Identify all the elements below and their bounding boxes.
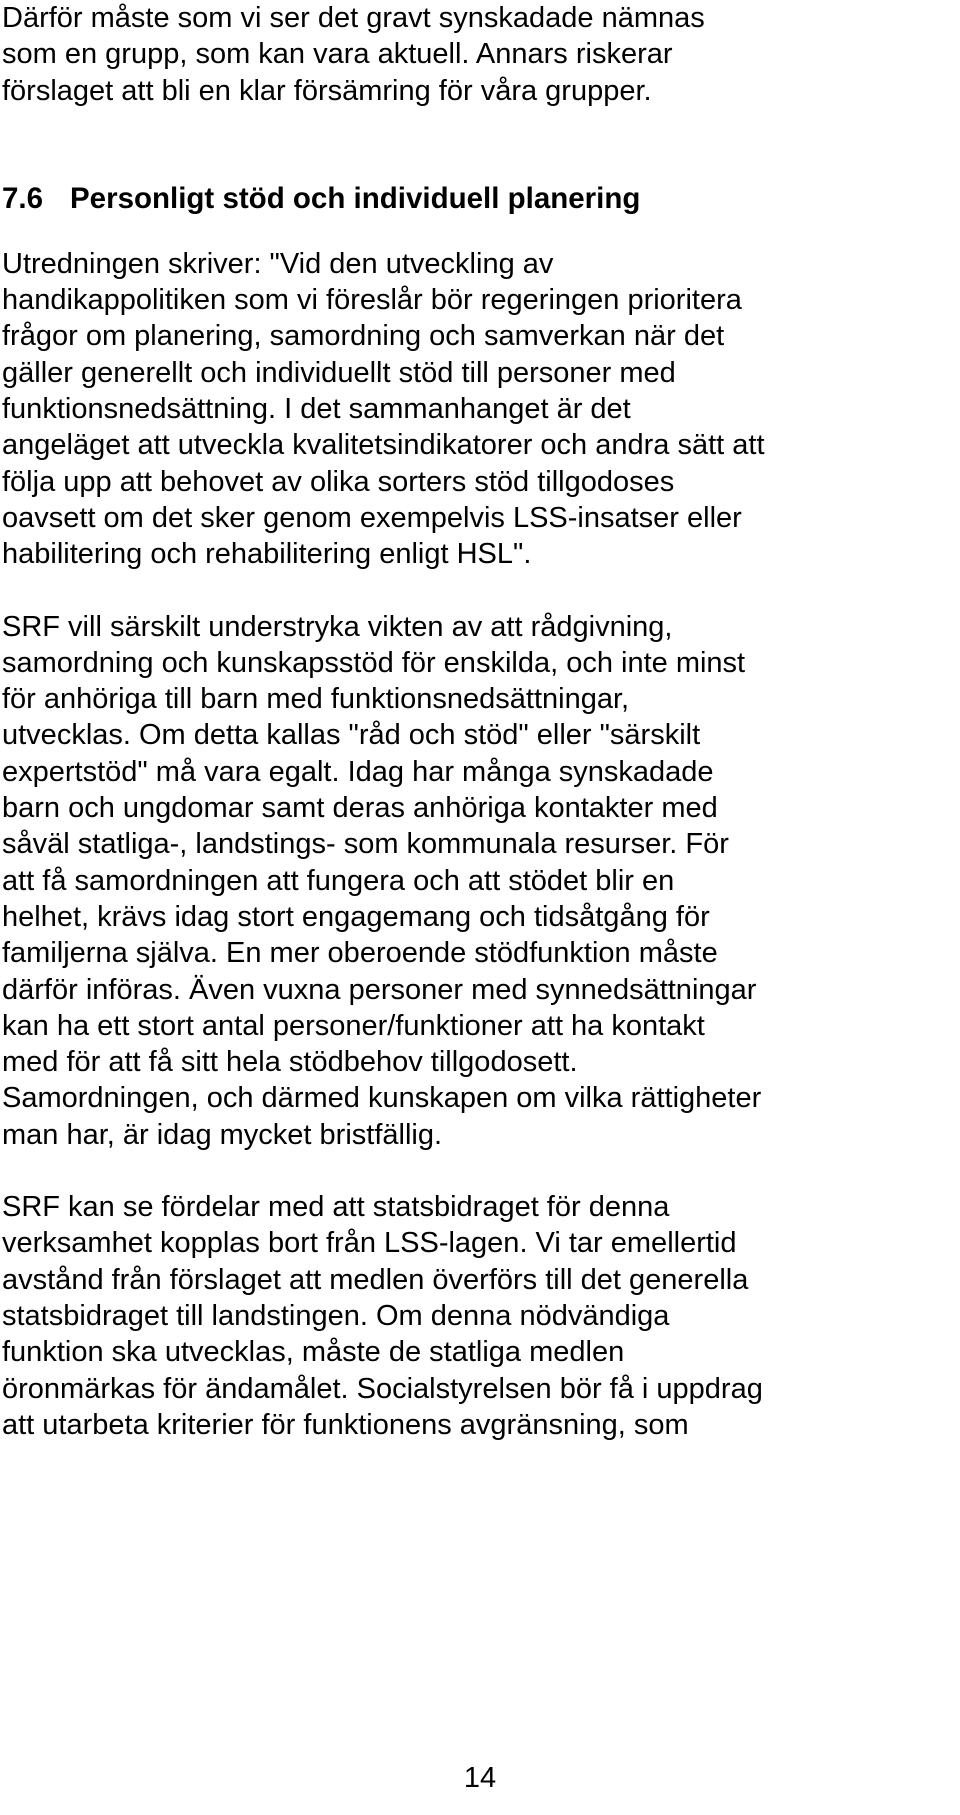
text-line: SRF vill särskilt understryka vikten av att rådgivning, (2, 610, 673, 643)
text-line: som en grupp, som kan vara aktuell. Annars riskerar (2, 38, 673, 71)
text-line: följa upp att behovet av olika sorters stöd tillgodoses (2, 465, 675, 498)
text-line: habilitering och rehabilitering enligt HSL". (2, 538, 532, 571)
text-line: angeläget att utveckla kvalitetsindikatorer och andra sätt att (2, 429, 765, 462)
section-number: 7.6 (2, 181, 44, 215)
text-line: verksamhet kopplas bort från LSS-lagen. Vi tar emellertid (2, 1227, 737, 1260)
text-line: samordning och kunskapsstöd för enskilda, och inte minst (2, 646, 746, 679)
text-line: utvecklas. Om detta kallas "råd och stöd" eller "särskilt (2, 719, 701, 752)
text-line: Samordningen, och därmed kunskapen om vilka rättigheter (2, 1082, 762, 1115)
text-line: kan ha ett stort antal personer/funktioner att ha kontakt (2, 1009, 705, 1042)
text-line: därför införas. Även vuxna personer med synnedsättningar (2, 973, 757, 1006)
intro-paragraph (2, 0, 952, 109)
text-line: funktion ska utvecklas, måste de statliga medlen (2, 1336, 625, 1369)
text-line: helhet, krävs idag stort engagemang och tidsåtgång för (2, 900, 710, 933)
document-body (2, 0, 952, 1443)
text-line: man har, är idag mycket bristfällig. (2, 1118, 443, 1151)
text-line: öronmärkas för ändamålet. Socialstyrelsen bör få i uppdrag (2, 1372, 763, 1405)
srf-radgivning-paragraph (2, 609, 952, 1153)
text-line: förslaget att bli en klar försämring för våra grupper. (2, 74, 652, 107)
text-line: avstånd från förslaget att medlen överförs till det generella (2, 1263, 749, 1296)
page-number: 14 (463, 1762, 497, 1794)
text-line: att få samordningen att fungera och att stödet blir en (2, 864, 675, 897)
utredningen-paragraph (2, 246, 952, 573)
text-line: oavsett om det sker genom exempelvis LSS-insatser eller (2, 501, 742, 534)
text-line: handikappolitiken som vi föreslår bör regeringen prioritera (2, 284, 742, 317)
text-line: funktionsnedsättning. I det sammanhanget är det (2, 393, 631, 426)
text-line: barn och ungdomar samt deras anhöriga kontakter med (2, 792, 718, 825)
text-line: familjerna själva. En mer oberoende stödfunktion måste (2, 937, 718, 970)
text-line: frågor om planering, samordning och samverkan när det (2, 320, 725, 353)
text-line: statsbidraget till landstingen. Om denna nödvändiga (2, 1299, 670, 1332)
text-line: gäller generellt och individuellt stöd till personer med (2, 356, 676, 389)
text-line: Därför måste som vi ser det gravt synskadade nämnas (2, 2, 705, 34)
text-line: såväl statliga-, landstings- som kommunala resurser. För (2, 828, 729, 861)
section-title: Personligt stöd och individuell planering (70, 181, 641, 215)
section-heading (2, 181, 952, 217)
text-line: att utarbeta kriterier för funktionens avgränsning, som (2, 1408, 689, 1441)
text-line: för anhöriga till barn med funktionsnedsättningar, (2, 683, 630, 716)
text-line: expertstöd" må vara egalt. Idag har många synskadade (2, 755, 714, 788)
srf-statsbidrag-paragraph (2, 1189, 952, 1443)
text-line: Utredningen skriver: "Vid den utveckling av (2, 247, 554, 280)
text-line: SRF kan se fördelar med att statsbidraget för denna (2, 1191, 670, 1224)
text-line: med för att få sitt hela stödbehov tillgodosett. (2, 1046, 578, 1079)
